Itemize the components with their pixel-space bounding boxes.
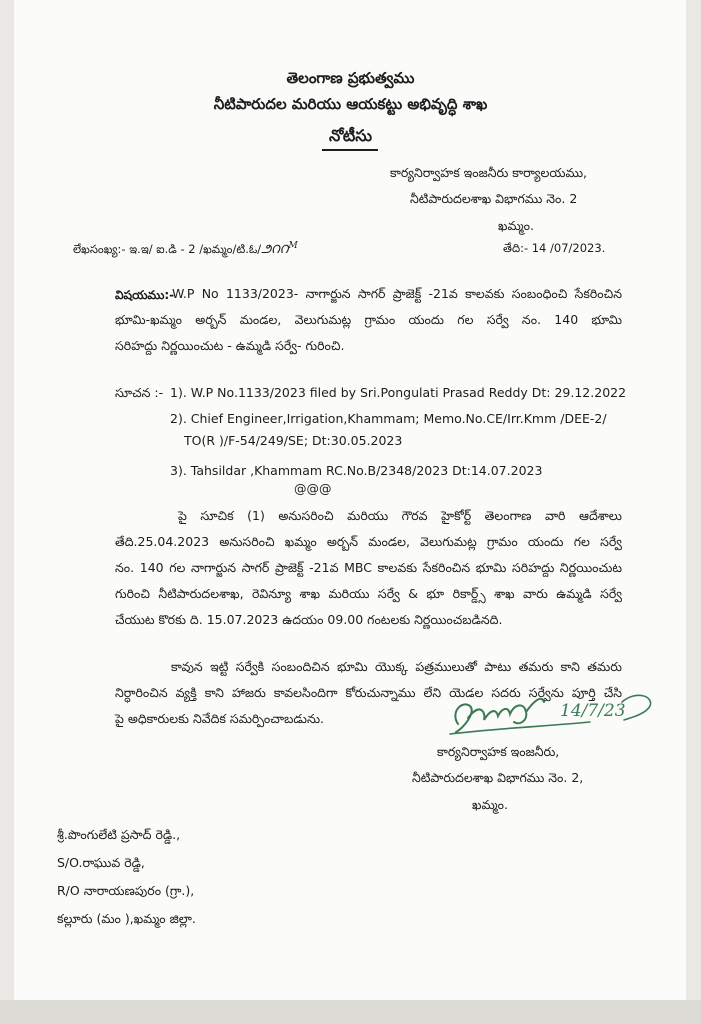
letter-number — [73, 238, 298, 258]
letter-number-handwritten: ౨౧౧ — [261, 241, 289, 257]
reference-item-1: 1). W.P No.1133/2023 filed by Sri.Pongulati Prasad Reddy Dt: 29.12.2022 — [170, 385, 627, 400]
paragraph-line: పై అధికారులకు నివేదిక సమర్పించాబడును. — [115, 711, 325, 726]
paragraph-line: పై సూచిక (1) అనుసరించి మరియు గౌరవ హైకోర్ట్ తెలంగాణ వారి ఆదేశాలు — [178, 508, 622, 523]
paragraph-line: నిర్ధారించిన వ్యక్తి కాని హాజరు కావలసిందిగా కోరుచున్నాము లేని యెడల సదరు సర్వేను పూర్తి చేసి — [115, 685, 622, 700]
signatory-place: ఖమ్మం. — [472, 797, 508, 812]
notice-underline — [322, 149, 378, 151]
references-separator: @@@ — [294, 481, 332, 496]
paragraph-line: తేది.25.04.2023 అనుసరించి ఖమ్మం అర్బన్ మండల, వెలుగుమట్ల గ్రామం యందు గల సర్వే — [115, 534, 622, 549]
notice-title: నోటీసు — [329, 126, 372, 145]
addressee-line: శ్రీ.పొంగులేటి ప్రసాద్ రెడ్డి., — [57, 827, 181, 842]
office-line-3: ఖమ్మం. — [498, 218, 534, 233]
references-label: సూచన :- — [115, 385, 164, 400]
signature-date: 14/7/23 — [560, 701, 626, 721]
signature-scribble — [440, 682, 665, 742]
reference-item-2: 2). Chief Engineer,Irrigation,Khammam; Memo.No.CE/Irr.Kmm /DEE-2/ — [170, 411, 607, 426]
office-line-1: కార్యనిర్వాహక ఇంజనీరు కార్యాలయము, — [390, 165, 587, 180]
government-title: తెలంగాణ ప్రభుత్వము — [286, 69, 415, 87]
letter-number-suffix: M — [288, 241, 298, 251]
subject-line: సరిహద్దు నిర్ణయించుట - ఉమ్మడి సర్వే- గురించి. — [115, 338, 345, 353]
addressee-line: కల్లూరు (మం ),ఖమ్మం జిల్లా. — [57, 911, 196, 926]
paragraph-line: గురించి నీటిపారుదలశాఖ, రెవిన్యూ శాఖ మరియు సర్వే & భూ రికార్డ్స్ శాఖ వారు ఉమ్మడి సర్వే — [115, 586, 622, 601]
letter-number-label: లేఖసంఖ్య:- ఇ.ఇ/ ఐ.డి - 2 /ఖమ్మం/టి.ఓ/ — [73, 241, 262, 256]
paragraph-line: కావున ఇట్టి సర్వేకి సంబందిచిన భూమి యొక్క పత్రములుతో పాటు తమరు కాని తమరు — [171, 659, 622, 674]
subject-label: విషయము:- — [115, 288, 175, 302]
subject-line: భూమి-ఖమ్మం అర్బన్ మండల, వెలుగుమట్ల గ్రామం యందు గల సర్వే నం. 140 భూమి — [115, 312, 622, 327]
letter-date: తేది:- 14 /07/2023. — [503, 241, 606, 255]
addressee-line: R/O నారాయణపురం (గ్రా.), — [57, 883, 195, 898]
subject-text — [172, 281, 622, 307]
reference-item-3: 3). Tahsildar ,Khammam RC.No.B/2348/2023 Dt:14.07.2023 — [170, 463, 543, 478]
reference-item-2-continued: TO(R )/F-54/249/SE; Dt:30.05.2023 — [184, 433, 403, 448]
signatory-designation: కార్యనిర్వాహక ఇంజనీరు, — [437, 744, 560, 759]
paragraph-line: చేయుట కొరకు ది. 15.07.2023 ఉదయం 09.00 గంటలకు నిర్ణయించబడినది. — [115, 612, 503, 627]
signatory-division: నీటిపారుదలశాఖ విభాగము నెం. 2, — [412, 770, 584, 785]
subject-line: W.P No 1133/2023- నాగార్జున సాగర్ ప్రాజెక్ట్ -21వ కాలవకు సంబంధించి సేకరించిన — [172, 286, 622, 301]
paragraph-line: నం. 140 గల నాగార్జున సాగర్ ప్రాజెక్ట్ -21వ MBC కాలవకు సేకరించిన భూమి సరిహద్దు నిర్ణయించుట — [115, 560, 622, 575]
body-paragraph-1 — [115, 503, 622, 633]
subject-text-continued — [115, 307, 622, 359]
scan-background — [0, 1000, 701, 1024]
addressee-line: S/O.రాఘువ రెడ్డి, — [57, 855, 145, 870]
department-title: నీటిపారుదల మరియు ఆయకట్టు అభివృద్ధి శాఖ — [213, 95, 488, 113]
office-line-2: నీటిపారుదలశాఖ విభాగము నెం. 2 — [410, 191, 578, 206]
